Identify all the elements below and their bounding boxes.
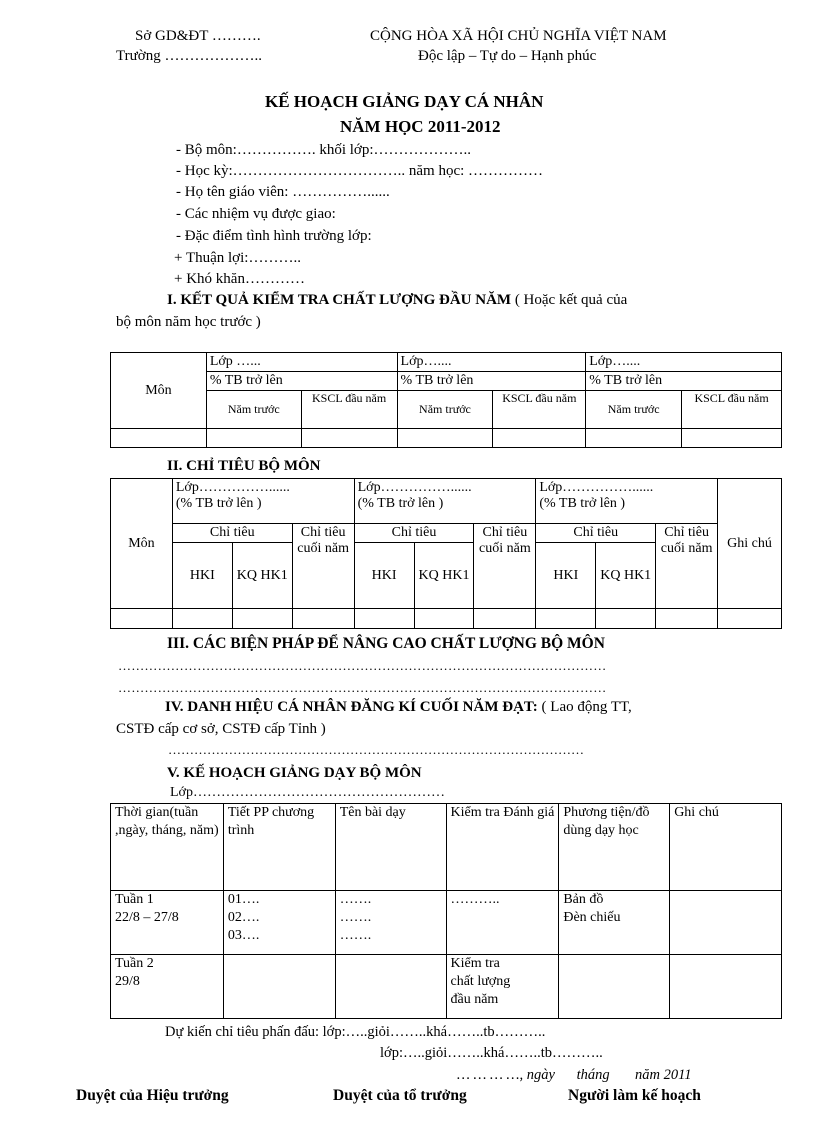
section1-note-cont: bộ môn năm học trước ) [116,314,261,330]
target-line-1: Dự kiến chỉ tiêu phấn đấu: lớp:…..giỏi……..khá……..tb……….. [165,1024,546,1040]
principal-signature-label: Duyệt của Hiệu trưởng [76,1087,229,1104]
subject-field: - Bộ môn:……………. khối lớp:……………….. [176,142,472,158]
target-header-1: Chỉ tiêu [172,524,292,543]
table-row [111,891,782,955]
section3-dots-2: ………………………………………………………………………………………………… [118,680,607,695]
kq-hk1-header-1: KQ HK1 [232,543,292,609]
prev-year-header-1: Năm trước [206,391,301,429]
class-label: Lớp……………...... [539,480,654,495]
page-title: KẾ HOẠCH GIẢNG DẠY CÁ NHÂN [265,92,544,111]
national-motto: Độc lập – Tự do – Hạnh phúc [418,48,597,64]
kq-hk1-header-2: KQ HK1 [414,543,474,609]
difficulties-field: + Khó khăn………… [174,271,305,287]
hki-header-2: HKI [354,543,414,609]
section3-heading: III. CÁC BIỆN PHÁP ĐỂ NÂNG CAO CHẤT LƯỢNG BỘ MÔN [167,635,605,652]
table-row [111,429,782,448]
section4-note-cont: CSTĐ cấp cơ sở, CSTĐ cấp Tỉnh ) [116,721,326,737]
school-label: Trường ……………….. [116,48,262,64]
class-group-3 [536,479,718,524]
class-situation-field: - Đặc điểm tình hình trường lớp: [176,228,372,244]
section5-heading: V. KẾ HOẠCH GIẢNG DẠY BỘ MÔN [167,765,422,781]
kscl-header-3: KSCL đầu năm [682,391,782,429]
subject-targets-table [110,478,782,629]
section4-heading: IV. DANH HIỆU CÁ NHÂN ĐĂNG KÍ CUỐI NĂM ĐẠT: [165,699,538,715]
school-year-title: NĂM HỌC 2011-2012 [340,117,501,136]
hki-header-3: HKI [536,543,596,609]
lesson-title-header: Tên bài dạy [335,804,446,891]
week2-titles [335,955,446,1019]
week2-notes [670,955,782,1019]
week1-assessment: ……….. [446,891,559,955]
tb-header-1: % TB trở lên [206,372,397,391]
assessment-header: Kiểm tra Đánh giá [446,804,559,891]
department-label: Sở GD&ĐT ………. [135,28,261,44]
head-signature-label: Duyệt của tổ trưởng [333,1087,467,1104]
section4-note: ( Lao động TT, [537,699,632,715]
week1-time: Tuần 1 22/8 – 27/8 [111,891,224,955]
assigned-tasks-field: - Các nhiệm vụ được giao: [176,206,336,222]
semester-field: - Học kỳ:…………………………….. năm học: …………… [176,163,544,179]
subject-header: Môn [111,353,207,429]
week1-lessons: 01…. 02…. 03…. [223,891,335,955]
class-header-2: Lớp….... [397,353,586,372]
week2-assessment: Kiểm tra chất lượng đầu năm [446,955,559,1019]
teaching-plan-table [110,803,782,1019]
year-end-target-header-1: Chỉ tiêu cuối năm [292,524,354,609]
prev-year-header-3: Năm trước [586,391,682,429]
class-label: Lớp……………...... [357,480,472,495]
table-row [111,609,782,629]
section4-dots: …………………………………………………………………………………… [168,742,584,757]
tb-label: (% TB trở lên ) [175,496,262,511]
class-header-3: Lớp….... [586,353,782,372]
section1-note: ( Hoặc kết quả của [511,292,628,308]
section4-heading-line [165,699,632,716]
teaching-aids-header: Phương tiện/đồ dùng dạy học [559,804,670,891]
tb-label: (% TB trở lên ) [539,496,626,511]
tb-label: (% TB trở lên ) [357,496,444,511]
target-header-3: Chỉ tiêu [536,524,656,543]
table-row [111,955,782,1019]
week1-aids: Bản đồ Đèn chiếu [559,891,670,955]
week2-lessons [223,955,335,1019]
kscl-header-2: KSCL đầu năm [493,391,586,429]
kscl-header-1: KSCL đầu năm [301,391,397,429]
target-header-2: Chỉ tiêu [354,524,474,543]
week2-time: Tuần 2 29/8 [111,955,224,1019]
section1-heading: I. KẾT QUẢ KIỂM TRA CHẤT LƯỢNG ĐẦU NĂM [167,292,512,308]
class-label: Lớp……………...... [175,480,290,495]
hki-header-1: HKI [172,543,232,609]
target-line-2: lớp:…..giỏi……..khá……..tb……….. [380,1045,603,1061]
advantages-field: + Thuận lợi:……….. [174,250,301,266]
prev-year-header-2: Năm trước [397,391,493,429]
kq-hk1-header-3: KQ HK1 [596,543,656,609]
section1-heading-line [167,292,627,309]
initial-results-table [110,352,782,448]
class-header-1: Lớp …... [206,353,397,372]
class-group-2 [354,479,536,524]
week2-aids [559,955,670,1019]
week1-notes [670,891,782,955]
year-end-target-header-2: Chỉ tiêu cuối năm [474,524,536,609]
tb-header-2: % TB trở lên [397,372,586,391]
time-header: Thời gian(tuần ,ngày, tháng, năm) [111,804,224,891]
author-signature-label: Người làm kế hoạch [568,1087,701,1104]
class-group-1 [172,479,354,524]
national-title: CỘNG HÒA XÃ HỘI CHỦ NGHĨA VIỆT NAM [370,28,667,44]
year-end-target-header-3: Chỉ tiêu cuối năm [656,524,718,609]
subject-header: Môn [111,479,173,609]
notes-header: Ghi chú [670,804,782,891]
teacher-name-field: - Họ tên giáo viên: ……………...... [176,184,390,200]
date-line: … … … …, ngày tháng năm 2011 [457,1067,692,1083]
tb-header-3: % TB trở lên [586,372,782,391]
lesson-number-header: Tiết PP chương trình [223,804,335,891]
section2-heading: II. CHỈ TIÊU BỘ MÔN [167,458,321,474]
week1-titles: ……. ……. ……. [335,891,446,955]
section3-dots-1: ………………………………………………………………………………………………… [118,658,607,673]
section5-class: Lớp……………………………………………… [170,785,445,800]
notes-header: Ghi chú [718,479,782,609]
